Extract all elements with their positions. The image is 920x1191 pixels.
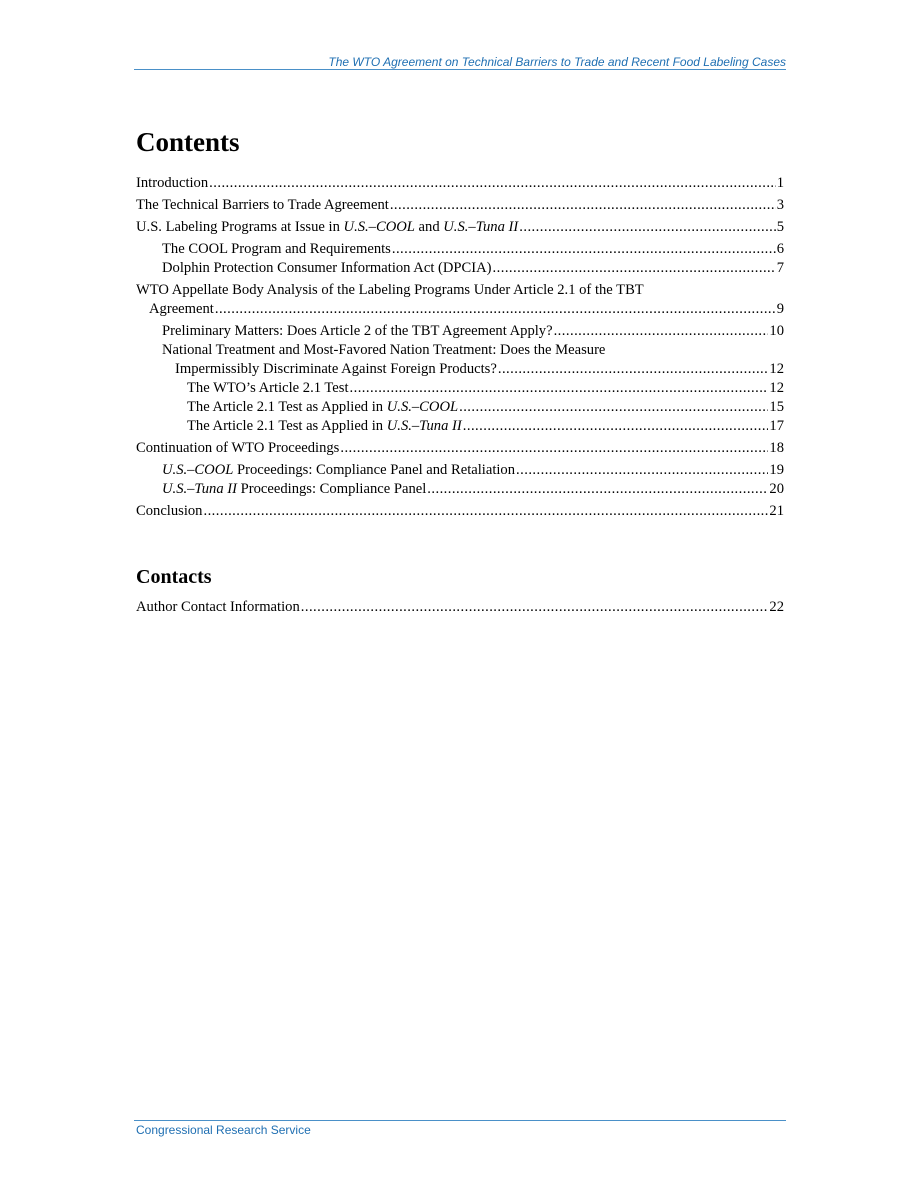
toc-entry-title [136,439,339,458]
contacts-list [136,598,784,617]
toc-entry-line [136,480,784,499]
toc-entry-first-line [136,341,784,360]
toc-dot-leader [390,196,776,215]
toc-dot-leader [427,480,768,499]
toc-page-number: 1 [776,175,784,191]
toc-entry-line [136,398,784,417]
toc-dot-leader [301,598,769,617]
toc-italic-text: U.S.–Tuna II [162,481,237,497]
toc-dot-leader [498,360,769,379]
toc-text-segment: Conclusion [136,503,203,519]
toc-entry-title [175,360,497,379]
toc-dot-leader [203,502,768,521]
toc-entry-line [136,300,784,319]
toc-entry-line [136,240,784,259]
toc-entry[interactable] [136,417,784,436]
toc-entry[interactable] [136,240,784,259]
toc-italic-text: U.S.–COOL [386,399,459,415]
toc-text-segment: U.S. Labeling Programs at Issue in [136,219,344,235]
toc-entry-title [187,417,462,436]
toc-entry-title [136,502,202,521]
table-of-contents [136,174,784,521]
toc-entry-line [136,322,784,341]
toc-text-segment: The Article 2.1 Test as Applied in [187,418,387,434]
toc-text-segment: Continuation of WTO Proceedings [136,440,340,456]
toc-dot-leader [463,417,769,436]
toc-dot-leader [493,259,776,278]
toc-entry[interactable] [136,379,784,398]
toc-text-segment: Proceedings: Compliance Panel and Retaliation [233,462,516,478]
toc-page-number: 5 [776,219,784,235]
toc-page-number: 12 [769,380,784,396]
toc-text-segment: and [414,219,444,235]
toc-entry[interactable] [136,480,784,499]
toc-entry[interactable] [136,196,784,215]
toc-entry-title [149,300,214,319]
toc-page-number: 6 [776,241,784,257]
running-header: The WTO Agreement on Technical Barriers to Trade and Recent Food Labeling Cases [328,55,786,69]
toc-entry-line [136,196,784,215]
toc-page-number: 17 [769,418,784,434]
toc-text-segment: Preliminary Matters: Does Article 2 of the TBT Agreement Apply? [162,323,553,339]
toc-italic-text: U.S.–COOL [343,219,415,235]
toc-page-number: 19 [769,462,784,478]
toc-entry-line [136,218,784,237]
toc-entry-title [136,218,518,237]
toc-italic-text: U.S.–Tuna II [443,219,519,235]
toc-text-segment: The COOL Program and Requirements [162,241,391,257]
footer-organization: Congressional Research Service [136,1123,311,1137]
toc-dot-leader [519,218,775,237]
toc-entry-line [136,174,784,193]
toc-text-segment: Dolphin Protection Consumer Information Act (DPCIA) [162,260,492,276]
toc-text-segment: The Article 2.1 Test as Applied in [187,399,387,415]
toc-page-number: 20 [769,481,784,497]
toc-entry-title [136,196,389,215]
contents-title: Contents [136,127,240,157]
toc-text-segment: Agreement [149,301,214,317]
toc-dot-leader [459,398,768,417]
toc-dot-leader [392,240,776,259]
toc-dot-leader [350,379,769,398]
toc-entry-title [187,379,349,398]
toc-dot-leader [516,461,768,480]
toc-entry-title [162,259,492,278]
contacts-title: Contacts [136,566,212,588]
toc-page-number: 21 [769,503,784,519]
toc-page-number: 22 [769,599,784,615]
toc-page-number: 7 [776,260,784,276]
toc-entry-title [136,598,300,617]
toc-text-segment: National Treatment and Most-Favored Nation Treatment: Does the Measure [162,342,606,358]
toc-entry[interactable] [136,218,784,237]
toc-entry-line [136,259,784,278]
toc-page-number: 9 [776,301,784,317]
toc-entry[interactable] [136,461,784,480]
toc-dot-leader [209,174,776,193]
header-rule [134,69,786,70]
toc-entry-title [162,322,553,341]
toc-text-segment: Impermissibly Discriminate Against Foreign Products? [175,361,497,377]
toc-entry[interactable] [136,398,784,417]
toc-entry-title [136,174,208,193]
toc-text-segment: WTO Appellate Body Analysis of the Labeling Programs Under Article 2.1 of the TBT [136,282,644,298]
toc-entry[interactable] [136,502,784,521]
toc-page-number: 15 [769,399,784,415]
toc-entry[interactable] [136,341,784,379]
toc-entry[interactable] [136,259,784,278]
toc-entry-line [136,417,784,436]
toc-italic-text: U.S.–Tuna II [386,418,462,434]
toc-entry-line [136,360,784,379]
toc-entry[interactable] [136,598,784,617]
toc-entry-line [136,598,784,617]
toc-text-segment: The Technical Barriers to Trade Agreement [136,197,389,213]
toc-text-segment: The WTO’s Article 2.1 Test [187,380,349,396]
toc-dot-leader [340,439,768,458]
toc-text-segment: Proceedings: Compliance Panel [237,481,427,497]
toc-entry-title [187,398,458,417]
toc-dot-leader [554,322,769,341]
toc-text-segment: Author Contact Information [136,599,300,615]
toc-entry-title [162,240,391,259]
toc-entry-line [136,502,784,521]
toc-dot-leader [215,300,776,319]
footer-rule [134,1120,786,1121]
toc-page-number: 12 [769,361,784,377]
toc-page-number: 10 [769,323,784,339]
toc-entry[interactable] [136,174,784,193]
toc-entry-title [162,480,426,499]
toc-text-segment: Introduction [136,175,209,191]
toc-entry[interactable] [136,439,784,458]
toc-page-number: 18 [769,440,784,456]
toc-entry-line [136,379,784,398]
toc-entry-line [136,439,784,458]
toc-entry-line [136,461,784,480]
toc-page-number: 3 [776,197,784,213]
toc-entry-first-line [136,281,784,300]
toc-entry-title [162,461,515,480]
toc-entry[interactable] [136,322,784,341]
toc-italic-text: U.S.–COOL [162,462,234,478]
toc-entry[interactable] [136,281,784,319]
